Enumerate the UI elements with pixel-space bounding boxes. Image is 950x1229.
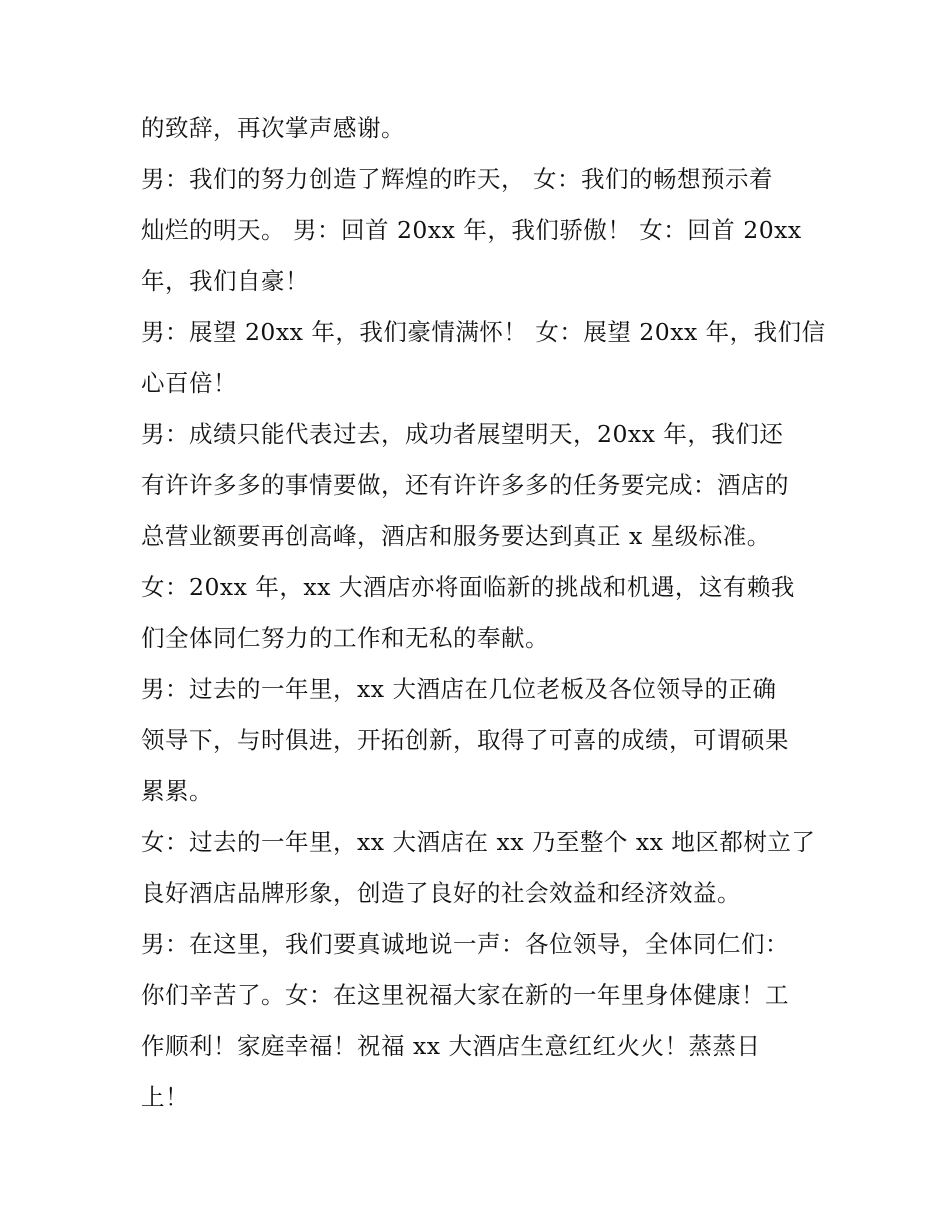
text-line: 女：20xx 年，xx 大酒店亦将面临新的挑战和机遇，这有赖我 — [141, 573, 795, 601]
text-line: 男：在这里，我们要真诚地说一声：各位领导，全体同仁们： — [141, 930, 789, 958]
text-line: 男：展望 20xx 年，我们豪情满怀！ 女：展望 20xx 年，我们信 — [141, 318, 826, 346]
text-line: 你们辛苦了。女：在这里祝福大家在新的一年里身体健康！工 — [141, 981, 789, 1009]
text-line: 良好酒店品牌形象，创造了良好的社会效益和经济效益。 — [141, 879, 741, 907]
text-line: 男：过去的一年里，xx 大酒店在几位老板及各位领导的正确 — [141, 675, 777, 703]
text-line: 女：过去的一年里，xx 大酒店在 xx 乃至整个 xx 地区都树立了 — [141, 828, 816, 856]
document-body — [141, 103, 826, 1123]
text-line: 年，我们自豪！ — [141, 267, 309, 295]
text-line: 们全体同仁努力的工作和无私的奉献。 — [141, 624, 549, 652]
text-line: 灿烂的明天。 男：回首 20xx 年，我们骄傲！ 女：回首 20xx — [141, 216, 802, 244]
text-line: 累累。 — [141, 777, 213, 805]
text-line: 总营业额要再创高峰，酒店和服务要达到真正 x 星级标准。 — [141, 522, 771, 550]
text-line: 上！ — [141, 1083, 189, 1111]
text-line: 男：我们的努力创造了辉煌的昨天， 女：我们的畅想预示着 — [141, 165, 773, 193]
text-line: 的致辞，再次掌声感谢。 — [141, 114, 405, 142]
text-line: 作顺利！家庭幸福！祝福 xx 大酒店生意红红火火！蒸蒸日 — [141, 1032, 761, 1060]
text-line: 有许许多多的事情要做，还有许许多多的任务要完成：酒店的 — [141, 471, 789, 499]
text-line: 男：成绩只能代表过去，成功者展望明天，20xx 年，我们还 — [141, 420, 784, 448]
text-line: 心百倍！ — [141, 369, 237, 397]
text-line: 领导下，与时俱进，开拓创新，取得了可喜的成绩，可谓硕果 — [141, 726, 789, 754]
